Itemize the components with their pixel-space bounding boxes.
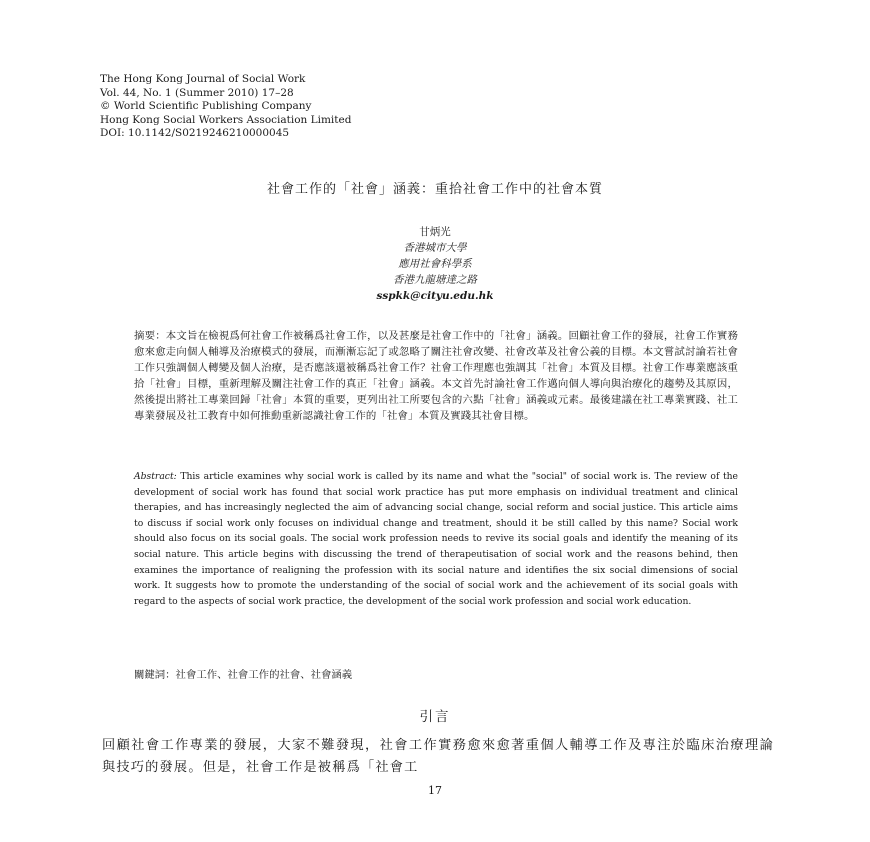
author-name: 甘炳光 <box>419 226 451 238</box>
author-email: sspkk@cityu.edu.hk <box>376 290 494 302</box>
section-heading: 引言 <box>419 709 451 725</box>
author-block <box>0 224 870 304</box>
author-affiliation-address: 香港九龍塘達之路 <box>393 274 477 286</box>
abstract-label: Abstract: <box>134 471 177 482</box>
page-number: 17 <box>428 784 442 797</box>
doi-line: DOI: 10.1142/S0219246210000045 <box>100 127 290 140</box>
journal-header <box>100 73 351 141</box>
abstract-chinese: 摘要：本文旨在檢視爲何社會工作被稱爲社會工作，以及甚麼是社會工作中的「社會」涵義。回顧社會工作的發展，社會工作實務愈來愈走向個人輔導及治療模式的發展，而漸漸忘記了或忽略了關注社會改變、社會改革及社會公義的目標。本文嘗試討論若社會工作只強調個人轉變及個人治療，是否應該還被稱爲社會工作？社會工作理應也強調其「社會」本質及目標。社會工作專業應該重拾「社會」目標，重新理解及關注社會工作的真正「社會」涵義。本文首先討論社會工作邁向個人導向與治療化的趨勢及其原因，然後提出將社工專業回歸「社會」本質的重要，更列出社工所要包含的六點「社會」涵義或元素。最後建議在社工專業實踐、社工專業發展及社工教育中如何推動重新認識社會工作的「社會」本質及實踐其社會目標。 <box>134 330 738 422</box>
author-affiliation-university: 香港城市大學 <box>403 242 467 254</box>
copyright-line: © World Scientific Publishing Company <box>100 100 312 113</box>
abstract-english <box>134 469 738 609</box>
abstract-english-text: This article examines why social work is called by its name and what the "social" of social work is. The review of the development of social work has found that social work practice has put more emphasis on individual treatment and clinical therapies, and has increasingly neglected the aim of advancing social change, social reform and social justice. This article aims to discuss if social work only focuses on individual change and treatment, should it be still called by this name? Social work should also focus on its social goals. The social work profession needs to revive its social goals and identify the meaning of its social nature. This article begins with discussing the trend of therapeutisation of social work and the reasons behind, then examines the importance of realigning the profession with its social nature and identifies the six social dimensions of social work. It suggests how to promote the understanding of the social of social work and the achievement of its social goals with regard to the aspects of social work practice, the development of the social work profession and social work education. <box>134 471 738 607</box>
intro-paragraph: 回顧社會工作專業的發展，大家不難發現，社會工作實務愈來愈著重個人輔導工作及專注於臨床治療理論與技巧的發展。但是，社會工作是被稱爲「社會工 <box>102 738 774 775</box>
keywords: 關鍵詞：社會工作、社會工作的社會、社會涵義 <box>134 669 353 681</box>
article-title: 社會工作的「社會」涵義：重拾社會工作中的社會本質 <box>266 182 603 197</box>
author-affiliation-department: 應用社會科學系 <box>398 258 472 270</box>
journal-name: The Hong Kong Journal of Social Work <box>100 73 306 85</box>
volume-info: Vol. 44, No. 1 (Summer 2010) 17–28 <box>100 86 294 99</box>
association-line: Hong Kong Social Workers Association Limited <box>100 113 352 126</box>
